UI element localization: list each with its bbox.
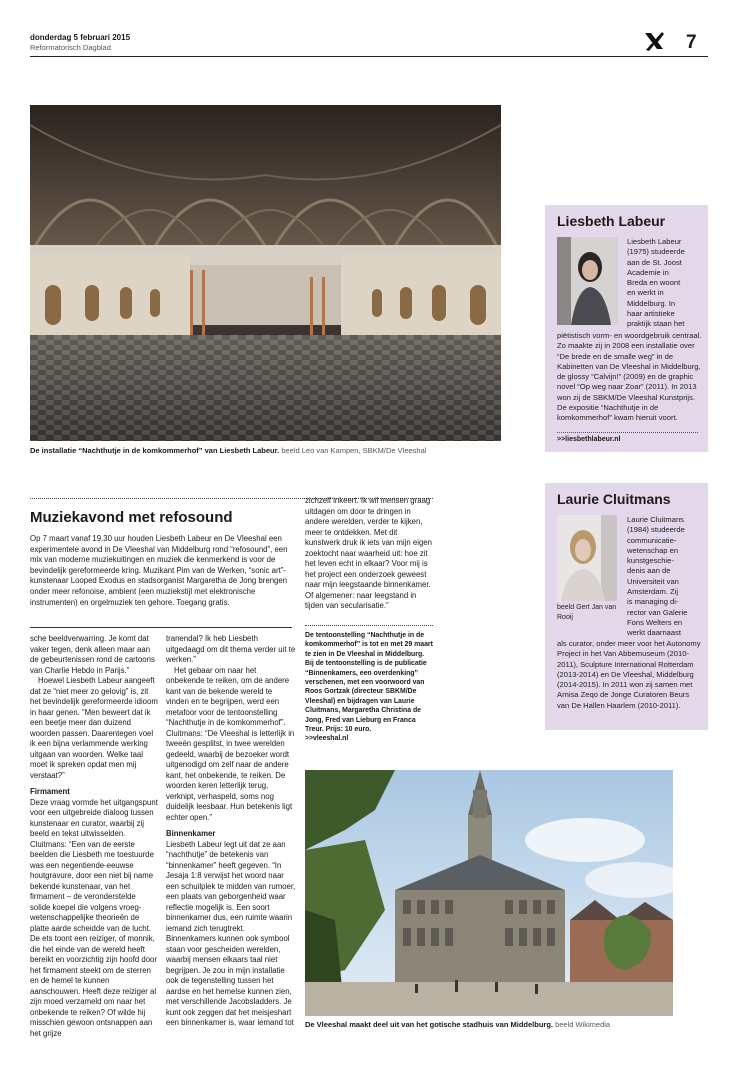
caption-text: De Vleeshal maakt deel uit van het gotische stadhuis van Middelburg. bbox=[305, 1020, 553, 1029]
bio-line: kunstgeschie- bbox=[627, 556, 674, 566]
article-headline: Muziekavond met refosound bbox=[30, 509, 233, 526]
newspaper-logo-icon bbox=[643, 30, 665, 52]
bio-line: (1984) studeerde bbox=[627, 525, 685, 535]
subheading-binnenkamer: Binnenkamer bbox=[166, 829, 216, 838]
article-column-3 bbox=[305, 496, 433, 612]
bio-line: praktijk staan het bbox=[627, 319, 685, 329]
article-column-2 bbox=[166, 634, 296, 1029]
paragraph: zichzelf inkeert. Ik wil mensen graag uitdagen om door te dringen in andere werelden, verder te kijken, meer te ontdekken. Met dit kunstwerk druk ik iets van mijn eigen zoektocht naar waarheid uit: hoe zit het leven echt in elkaar? Voor mij is het project een onderzoek geweest naar mijn leegstaande binnenkamer. Of algemener: naar leegstand in tijden van secularisatie.” bbox=[305, 496, 432, 610]
bio-line: Academie in bbox=[627, 267, 669, 277]
subheading-firmament: Firmament bbox=[30, 787, 70, 796]
bio-line: en werkt in bbox=[627, 288, 664, 298]
page-number: 7 bbox=[686, 32, 697, 53]
bio-line: Fons Welters en bbox=[627, 617, 683, 627]
bio-line: is managing di- bbox=[627, 597, 679, 607]
bio-line: Middelburg. In bbox=[627, 298, 676, 308]
paragraph: tranendal? Ik heb Liesbeth uitgedaagd om dit thema verder uit te werken.” bbox=[166, 634, 296, 664]
article-lead: Op 7 maart vanaf 19.30 uur houden Liesbeth Labeur en De Vleeshal een experimentele avond in De Vleeshal van Middelburg rond “refosound”, een mix van moderne muziekuitingen en muziek die kenmerkend is voor de bevindelijk gereformeerde kring. Muzikant Pim van de Werken, “sonic art”-kunstenaar Looped Exodus en stadsorganist Margaretha de Jong brengen onder meer refonoise, ambient (een muziekstijl met elektronische instrumenten) en orgelmuziek ten gehore. Toegang gratis. bbox=[30, 534, 288, 607]
article-column-1 bbox=[30, 634, 158, 1039]
info-top-rule bbox=[305, 625, 433, 626]
bio-line: haar artistieke bbox=[627, 309, 675, 319]
exhibition-info-text: De tentoonstelling “Nachthutje in de komkommerhof” is tot en met 29 maart te zien in De Vleeshal in Middelburg. Bij de tentoonstelling is de publicatie “Binnenkamers, een overdenking” verschenen, met een voorwoord van Roos Gortzak (directeur SBKM/De Vleeshal) en bijdragen van Laurie Cluitmans, Margaretha Christina de Jong, Fred van Lieburg en Franca Treur. Prijs: 10 euro. bbox=[305, 632, 433, 734]
bio-title: Liesbeth Labeur bbox=[557, 213, 666, 229]
bio-line: rector van Galerie bbox=[627, 607, 688, 617]
exhibition-info bbox=[305, 631, 433, 744]
paragraph: Liesbeth Labeur legt uit dat ze aan “nachthutje” de betekenis van “binnenkamer” heeft gegeven. “In Jesaja 1:8 verwijst het woord naar een schuilplek te midden van rumoer, een plaats van geborgenheid waar reflectie mogelijk is. Een soort binnenkamer dus, een ruimte waarin iemand zich terugtrekt. Binnenkamers kunnen ook symbool staan voor gescheiden werelden, waarbij mensen elkaars taal niet begrijpen. Je zou in mijn installatie ook de tegenstelling tussen het aardse en het hemelse kunnen zien, met verschillende Jacobsladders. Je kunt ook zeggen dat het meisjeshart een binnenkamer is, waar iemand tot bbox=[166, 839, 296, 1027]
bio-box-laurie bbox=[545, 483, 708, 730]
town-hall-photo-caption bbox=[305, 1020, 685, 1030]
bio-line: Liesbeth Labeur bbox=[627, 237, 682, 246]
portrait-laurie bbox=[557, 515, 617, 601]
bio-intro bbox=[627, 237, 703, 330]
exhibition-link[interactable]: >>vleeshal.nl bbox=[305, 735, 349, 743]
paragraph: Deze vraag vormde het uitgangspunt voor een uitgebreide dialoog tussen kunstenaar en curator, waarbij zij beeld en tekst uitwisselden. Cluitmans: “Een van de eerste beelden die Liesbeth me toestuurde was een negentiende-eeuwse houtgravure, door een niet bij name bekende kunstenaar, van het firmament – de veronderstelde solide koepel die volgens vroeg-wetenschappelijke theorieën de platte aarde scheidde van de lucht. De ets toont een reiziger, of monnik, die het einde van de wereld heeft bereikt en voorzichtig zijn hoofd door het firmament steekt om de sterren en de hemel te kunnen aanschouwen. Heeft deze reiziger al zijn moed verzameld om naar het onbekende te reiken? Of wilde hij misschien gewoon ontsnappen aan het grijze bbox=[30, 797, 158, 1038]
portrait-credit: beeld Gert Jan van Rooij bbox=[557, 604, 617, 621]
caption-credit: beeld Leo van Kampen, SBKM/De Vleeshal bbox=[281, 446, 427, 455]
bio-website-link[interactable]: >>liesbethlabeur.nl bbox=[557, 436, 621, 443]
header-rule bbox=[30, 56, 708, 57]
paragraph: sche beeldverwarring. Je komt dat vaker tegen, denk alleen maar aan de gebeurtenissen rond de cartoons van Charlie Hebdo in Parijs.” bbox=[30, 634, 155, 675]
town-hall-photo bbox=[305, 770, 673, 1016]
bio-box-liesbeth bbox=[545, 205, 708, 452]
bio-title: Laurie Cluitmans bbox=[557, 491, 671, 507]
bio-line: (1975) studeerde bbox=[627, 247, 685, 257]
installation-photo bbox=[30, 105, 501, 441]
portrait-liesbeth bbox=[557, 237, 618, 325]
bio-line: wetenschap en bbox=[627, 545, 679, 555]
caption-text: De installatie “Nachthutje in de komkommerhof” van Liesbeth Labeur. bbox=[30, 446, 280, 455]
paragraph: Hoewel Liesbeth Labeur aangeeft dat ze “niet meer zo gelovig” is, zit het bevindelijk gereformeerde idioom in haar genen. “Men beweert dat ik een beetje meer dan duizend woorden passen. Daarentegen voel ik een bijna verlammende werking uitgaan van woorden. Welke taal moet ik spreken opdat men mij verstaat?” bbox=[30, 676, 158, 780]
caption-credit: beeld Wikimedia bbox=[555, 1020, 611, 1029]
bio-line: Amsterdam. Zij bbox=[627, 587, 679, 597]
bio-line: Laurie Cluitmans bbox=[627, 515, 684, 524]
installation-photo-caption bbox=[30, 446, 501, 456]
bio-line: aan de St. Joost bbox=[627, 257, 682, 267]
bio-text: als curator, onder meer voor het Autonomy Project in het Van Abbemuseum (2010-2011), Sculpture International Rotterdam (2013-2014) en De Vleeshal, Middelburg (2014-2015). In 2011 won zij samen met Arnisa Zeqo de Jonge Curatoren Beurs van De Hallen Haarlem (2010-2011). bbox=[557, 639, 701, 710]
bio-line: denis aan de bbox=[627, 566, 671, 576]
paragraph: Het gebaar om naar het onbekende te reiken, om de andere kant van de bekende wereld te vinden en te begrijpen, werd een metafoor voor de tentoonstelling “Nachthutje in de komkommerhof”. Cluitmans: “De Vleeshal is letterlijk in tweeën gesplitst, in twee werelden gedeeld, waarbij de bezoeker wordt uitgenodigd om zelf naar de andere kant, het onbekende, te reiken. De woorden keren letterlijk terug, verknipt, verhaspeld, soms nog duidelijk leesbaar. Hun betekenis ligt echter open.” bbox=[166, 665, 295, 822]
bio-line: werkt daarnaast bbox=[627, 628, 682, 638]
lead-bottom-rule bbox=[30, 627, 292, 628]
header-date: donderdag 5 februari 2015 bbox=[30, 33, 131, 42]
bio-intro bbox=[627, 515, 703, 639]
bio-text: piëtistisch vorm- en woordgebruik centraal. Zo maakte zij in 2008 een installatie over “De brede en de smalle weg” in de Kabinetten van De Vleeshal in Middelburg, de glossy “Calvijn!” (2009) en de graphic novel “Op weg naar Zoar” (2011). In 2013 won zij de SBKM/De Vleeshal Kunstprijs. De expositie “Nachthutje in de komkommerhof” kwam hieruit voort. bbox=[557, 331, 702, 423]
bio-dotted-rule bbox=[557, 432, 698, 433]
bio-line: Breda en woont bbox=[627, 278, 681, 288]
header-paper-name: Reformatorisch Dagblad bbox=[30, 43, 111, 52]
bio-line: Universiteit van bbox=[627, 576, 679, 586]
bio-line: communicatie- bbox=[627, 535, 677, 545]
